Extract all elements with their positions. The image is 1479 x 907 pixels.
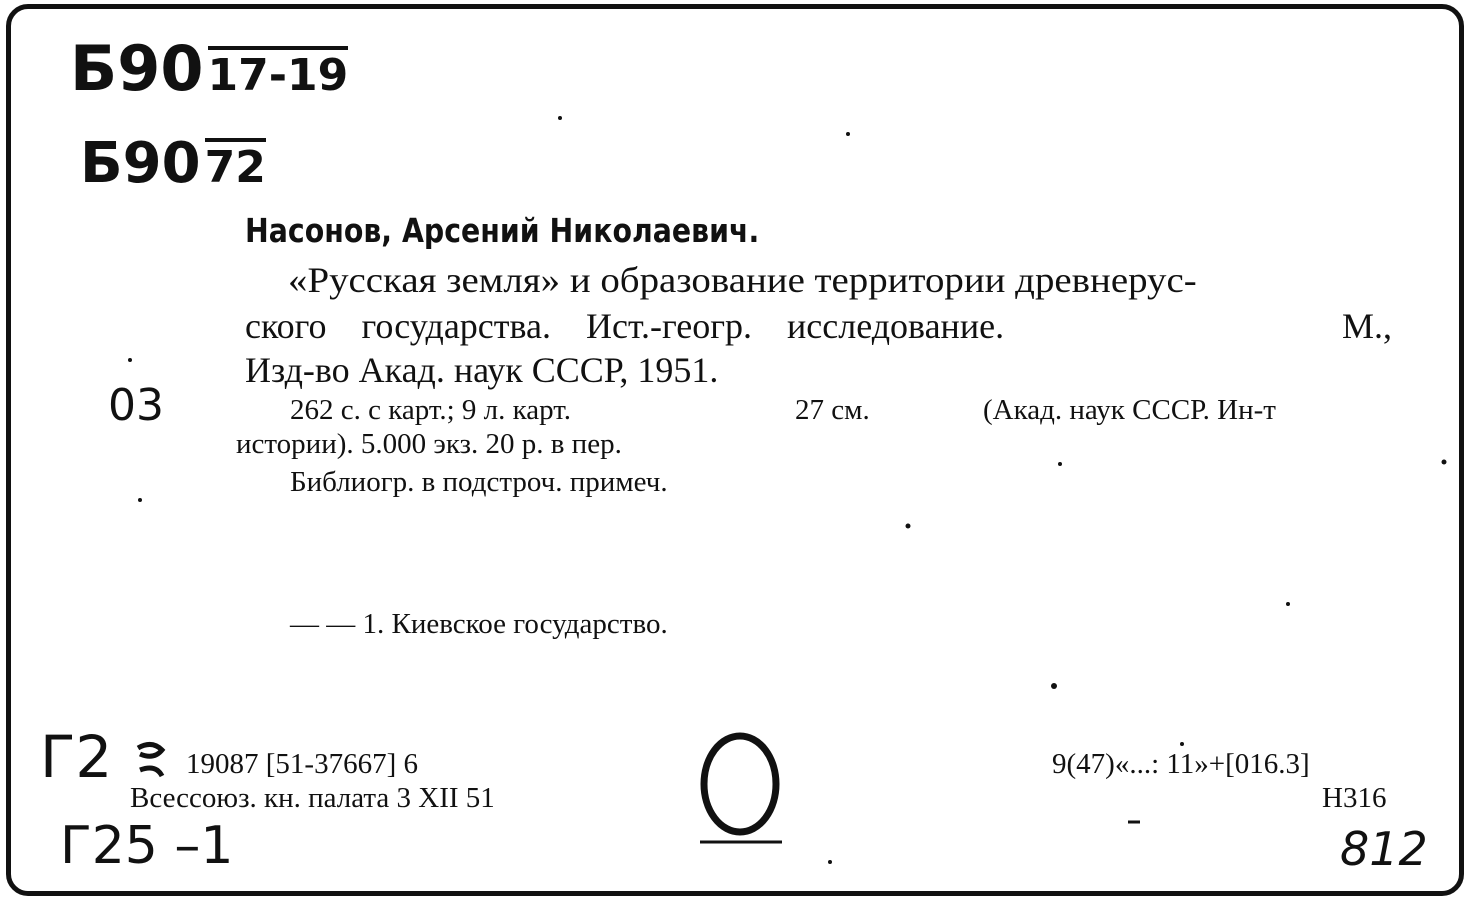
shelf-mark-1-sub: 17-19: [208, 46, 349, 101]
shelf-mark-2-sub: 72: [205, 138, 266, 193]
bottom-code-1: Г2: [40, 723, 113, 791]
series-note: (Акад. наук СССР. Ин-т: [983, 394, 1276, 426]
shelf-mark-1-main: Б90: [70, 32, 204, 105]
subject-heading: — — 1. Киевское государство.: [290, 608, 668, 640]
punch-hole: [704, 736, 776, 832]
title-line-1: «Русская земля» и образование территории древнерус-: [288, 260, 1197, 300]
bottom-code-2: Г25 –1: [60, 816, 234, 876]
book-chamber: Всессоюз. кн. палата 3 XII 51: [130, 782, 495, 814]
author-heading: Насонов, Арсений Николаевич.: [245, 211, 760, 250]
cutter-number: Н316: [1322, 782, 1387, 814]
symbol-mark: [138, 744, 162, 776]
title-line-2: ского государства. Ист.-геогр. исследование.: [245, 306, 1005, 346]
physical-desc-b: 27 см.: [795, 394, 870, 426]
bibliography-note: Библиогр. в подстроч. примеч.: [290, 466, 668, 498]
title-line-3: Изд-во Акад. наук СССР, 1951.: [245, 350, 719, 390]
physical-desc-a: 262 с. с карт.; 9 л. карт.: [290, 394, 572, 426]
shelf-mark-2-main: Б90: [80, 131, 201, 196]
margin-code: 03: [108, 380, 164, 431]
bottom-right-note: 812: [1340, 822, 1428, 876]
classification-index: 9(47)«...: 11»+[016.3]: [1052, 748, 1310, 780]
physical-desc-line-2: истории). 5.000 экз. 20 р. в пер.: [236, 428, 622, 460]
title-line-2-place: М.,: [1342, 306, 1393, 346]
registry-number: 19087 [51-37667] 6: [186, 748, 418, 780]
